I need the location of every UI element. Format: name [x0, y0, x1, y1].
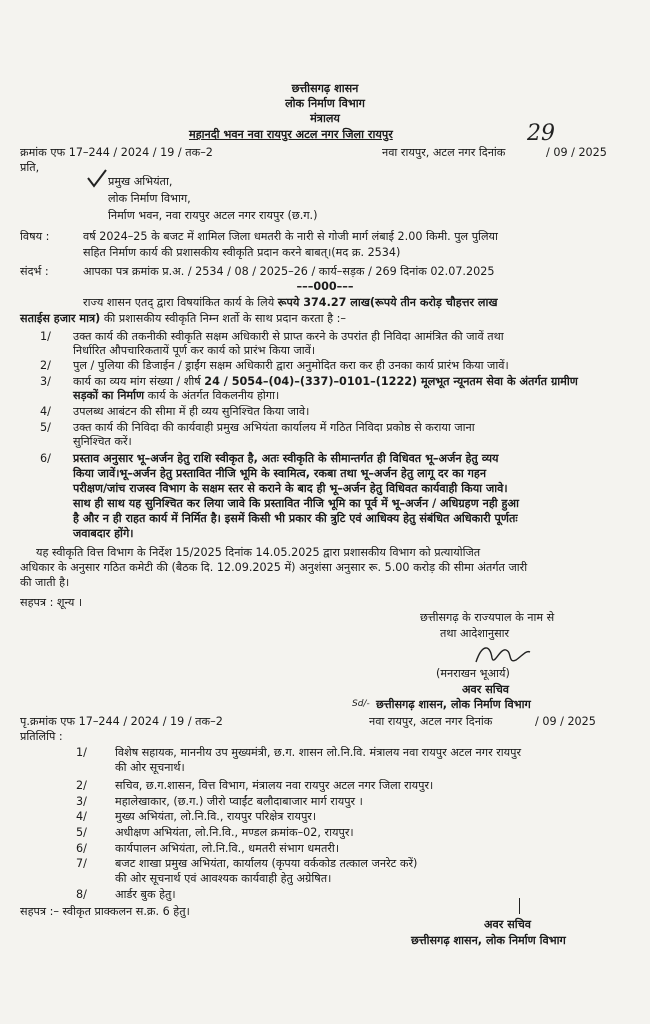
copy-item6-text: कार्यपालन अभियंता, लो.नि.वि., धमतरी संभाग धमतरी।: [115, 842, 340, 855]
copy-item1-text: विशेष सहायक, माननीय उप मुख्यमंत्री, छ.ग. शासन लो.नि.वि. मंत्रालय नवा रायपुर अटल नगर रायपुर: [115, 746, 522, 759]
copy-place-date: नवा रायपुर, अटल नगर दिनांक: [369, 715, 493, 728]
intro-line1: [83, 296, 498, 310]
cond1-line2: निर्धारित औपचारिकतायें पूर्ण कर कार्य को प्रारंभ किया जावें।: [73, 344, 316, 357]
copy-item2-text: सचिव, छ.ग.शासन, वित्त विभाग, मंत्रालय नवा रायपुर अटल नगर जिला रायपुर।: [115, 779, 434, 792]
reference-text: आपका पत्र क्रमांक प्र.अ. / 2534 / 08 / 2025–26 / कार्य–सड़क / 269 दिनांक 02.07.2025: [83, 265, 495, 278]
cond3-head: 24 / 5054–(04)–(337)–0101–(1222) मूलभूत न्यूनतम सेवा के अंतर्गत ग्रामीण: [204, 375, 578, 388]
checkmark-icon: [86, 168, 108, 190]
cond6-line4: साथ ही साथ यह सुनिश्चित कर लिया जावे कि प्रस्तावित नीजि भूमि का पूर्व में भू–अर्जन / अधिग्रहण नही हुआ: [73, 497, 519, 510]
cond1-num: 1/: [40, 330, 51, 343]
header-address: महानदी भवन नवा रायपुर अटल नगर जिला रायपुर: [189, 128, 393, 141]
signature-stroke: [519, 898, 520, 914]
copy-item8-num: 8/: [76, 888, 87, 901]
signature-icon: [472, 640, 532, 670]
copy-number: पृ.क्रमांक एफ 17–244 / 2024 / 19 / तक–2: [20, 715, 223, 728]
cond6-line6: जवाबदार होंगे।: [73, 527, 134, 540]
copy-item3-text: महालेखाकार, (छ.ग.) जीरो प्वाईंट बलौदाबाजार मार्ग रायपुर ।: [115, 795, 363, 808]
signatory-post: अवर सचिव: [462, 683, 510, 696]
subject-line1: वर्ष 2024–25 के बजट में शामिल जिला धमतरी के नारी से गोजी मार्ग लंबाई 2.00 किमी. पुल पुलिया: [83, 230, 498, 243]
cond3-text-d: कार्य के अंतर्गत विकलनीय होगा।: [147, 389, 280, 402]
initials-mark: Sd/-: [352, 699, 370, 709]
reference-label: संदर्भ :: [20, 265, 49, 278]
copy-date: / 09 / 2025: [535, 715, 596, 728]
closing-line3: की जाती है।: [20, 576, 70, 589]
copy-item4-num: 4/: [76, 810, 87, 823]
cond3-line1: [73, 375, 578, 389]
copy-label: प्रतिलिपि :: [20, 730, 63, 743]
copy-item7-num: 7/: [76, 857, 87, 870]
copy-item5-num: 5/: [76, 826, 87, 839]
copy-item5-text: अधीक्षण अभियंता, लो.नि.वि., मण्डल क्रमांक–02, रायपुर।: [115, 826, 354, 839]
cond3-text-c: सड़कों का निर्माण: [73, 389, 145, 402]
cond2-num: 2/: [40, 359, 51, 372]
handwritten-date: 29: [527, 121, 555, 146]
intro-text-a: राज्य शासन एतद् द्वारा विषयांकित कार्य के लिये: [83, 296, 275, 309]
copy-item6-num: 6/: [76, 842, 87, 855]
recipient-line2: लोक निर्माण विभाग,: [108, 192, 191, 205]
cond5-line2: सुनिश्चित करें।: [73, 435, 132, 448]
cond5-num: 5/: [40, 421, 51, 434]
copy-item1-num: 1/: [76, 746, 87, 759]
copy-item8-text: आर्डर बुक हेतु।: [115, 888, 176, 901]
cond5-line1: उक्त कार्य की निविदा की कार्यवाही प्रमुख अभियंता कार्यालय में गठित निविदा प्रकोष्ठ से कराया जाना: [73, 421, 475, 434]
copy-item7-text2: की ओर सूचनार्थ एवं आवश्यक कार्यवाही हेतु अग्रेषित।: [115, 872, 332, 885]
closing-line1: यह स्वीकृति वित्त विभाग के निर्देश 15/2025 दिनांक 14.05.2025 द्वारा प्रशासकीय विभाग को प्रत्यायोजित: [36, 546, 481, 559]
header-ministry: मंत्रालय: [310, 112, 340, 125]
recipient-line1: प्रमुख अभियंता,: [108, 175, 173, 188]
copy-item3-num: 3/: [76, 795, 87, 808]
intro-line2: [20, 312, 346, 326]
cond3-num: 3/: [40, 375, 51, 388]
intro-amount-words: सताईस हजार मात्र): [20, 312, 101, 325]
copy-signatory-dept: छत्तीसगढ़ शासन, लोक निर्माण विभाग: [411, 934, 566, 947]
cond6-line2: किया जावें।भू–अर्जन हेतु प्रस्तावित नीजि भूमि के स्वामित्व, रकबा तथा भू–अर्जन हेतु लागू दर का गहन: [73, 467, 487, 480]
enclosure-line: सहपत्र : शून्य ।: [20, 596, 83, 609]
intro-amount: रूपये 374.27 लाख(रूपये तीन करोड़ चौहत्तर लाख: [277, 296, 498, 309]
cond6-num: 6/: [40, 452, 51, 465]
subject-label: विषय :: [20, 230, 50, 243]
copy-enclosure: सहपत्र :– स्वीकृत प्राक्कलन स.क्र. 6 हेतु।: [20, 905, 190, 918]
prati-label: प्रति,: [20, 161, 40, 174]
cond6-line1: प्रस्ताव अनुसार भू–अर्जन हेतु राशि स्वीकृत है, अतः स्वीकृति के सीमान्तर्गत ही विधिवत भू–अर्जन हेतु व्यय: [73, 452, 499, 465]
cond3-text-a: कार्य का व्यय मांग संख्या / शीर्ष: [73, 375, 201, 388]
cond3-line2: [73, 389, 279, 403]
separator: –––000–––: [296, 280, 354, 293]
intro-text-d: की प्रशासकीय स्वीकृति निम्न शर्तो के साथ प्रदान करता है :–: [103, 312, 346, 325]
cond6-line3: परीक्षण/जांच राजस्व विभाग के सक्षम स्तर से कराने के बाद ही भू–अर्जन हेतु विधिवत कार्यवाही किया जावे।: [73, 482, 508, 495]
cond6-line5: है और न ही राहत कार्य में निर्मित है। इसमें किसी भी प्रकार की त्रुटि एवं आधिक्य हेतु संबंधित अधिकारी पूर्णतः: [73, 512, 518, 525]
governor-line1: छत्तीसगढ़ के राज्यपाल के नाम से: [420, 611, 555, 624]
copy-item1-text2: की ओर सूचनार्थ।: [115, 761, 185, 774]
cond2-line1: पुल / पुलिया की डिजाईन / ड्राईंग सक्षम अधिकारी द्वारा अनुमोदित करा कर ही उनका कार्य प्रारंभ किया जावें।: [73, 359, 509, 372]
header-department: लोक निर्माण विभाग: [285, 97, 365, 110]
copy-item7-text: बजट शाखा प्रमुख अभियंता, कार्यालय (कृपया वर्ककोड तत्काल जनरेट करें): [115, 857, 418, 870]
cond1-line1: उक्त कार्य की तकनीकी स्वीकृति सक्षम अधिकारी से प्राप्त करने के उपरांत ही निविदा आमंत्रित की जावें तथा: [73, 330, 504, 343]
copy-item2-num: 2/: [76, 779, 87, 792]
signatory-dept: छत्तीसगढ़ शासन, लोक निर्माण विभाग: [376, 698, 531, 711]
governor-line2: तथा आदेशानुसार: [440, 627, 510, 640]
cond4-num: 4/: [40, 405, 51, 418]
copy-signatory-post: अवर सचिव: [484, 918, 532, 931]
cond4-line1: उपलब्ध आबंटन की सीमा में ही व्यय सुनिश्चित किया जावे।: [73, 405, 310, 418]
letter-place-date: नवा रायपुर, अटल नगर दिनांक: [382, 146, 506, 159]
letter-number: क्रमांक एफ 17–244 / 2024 / 19 / तक–2: [20, 146, 213, 159]
closing-line2: अधिकार के अनुसार गठित कमेटी की (बैठक दि. 12.09.2025 में) अनुशंसा अनुसार रू. 5.00 करोड़ की सीमा अंतर्गत जारी: [20, 561, 528, 574]
header-state: छत्तीसगढ़ शासन: [291, 82, 359, 95]
letter-date: / 09 / 2025: [546, 146, 607, 159]
copy-item4-text: मुख्य अभियंता, लो.नि.वि., रायपुर परिक्षेत्र रायपुर।: [115, 810, 317, 823]
subject-line2: सहित निर्माण कार्य की प्रशासकीय स्वीकृति प्रदान करने बाबत्।(मद क्र. 2534): [83, 246, 401, 259]
recipient-line3: निर्माण भवन, नवा रायपुर अटल नगर रायपुर (छ.ग.): [108, 209, 318, 222]
signatory-name: (मनराखन भूआर्य): [436, 667, 510, 680]
